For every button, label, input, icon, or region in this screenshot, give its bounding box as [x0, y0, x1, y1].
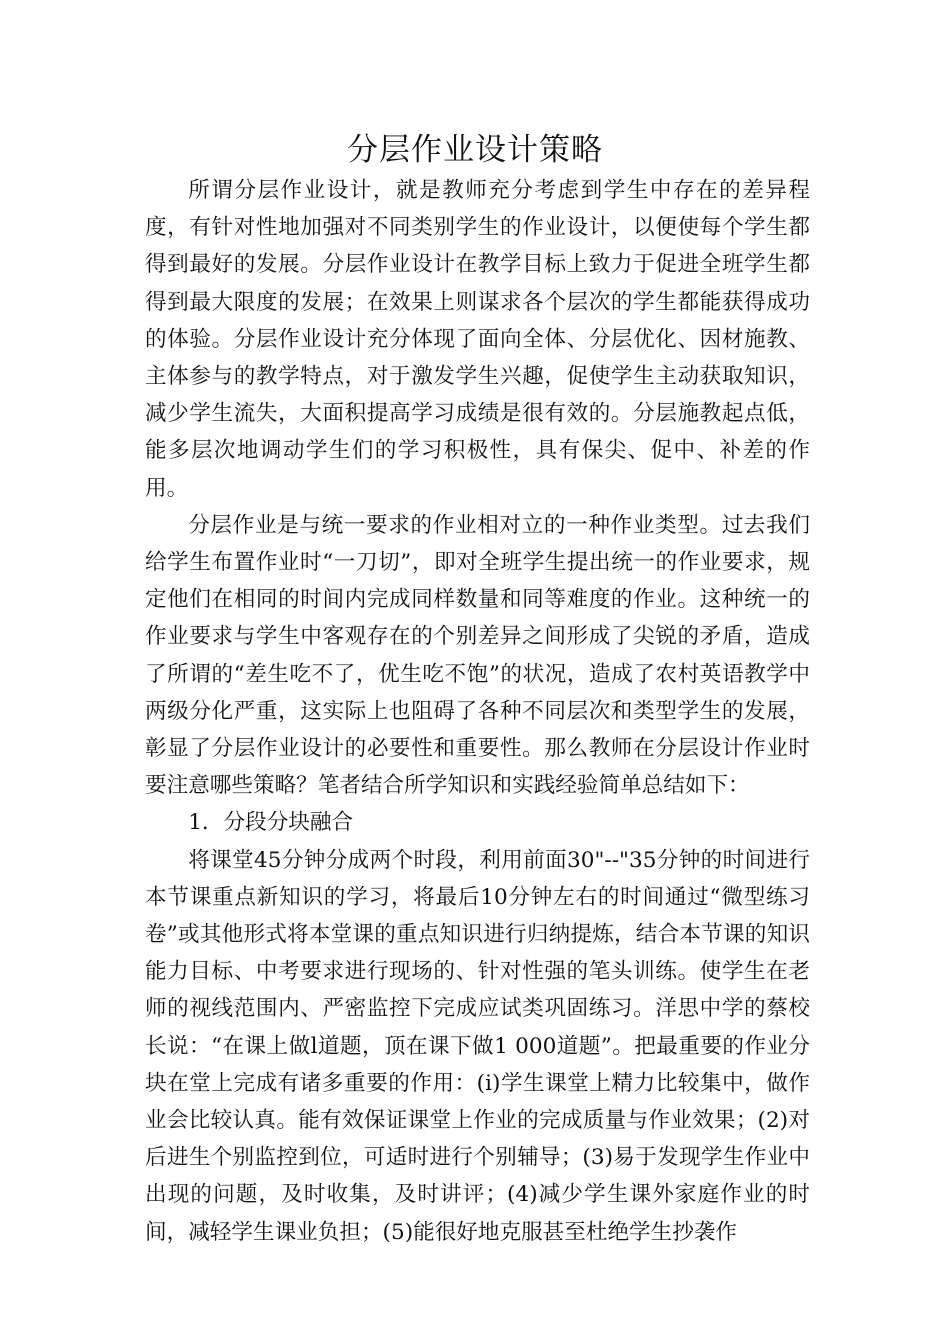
section-heading-1: 1．分段分块融合	[188, 810, 354, 836]
document-body	[145, 172, 810, 1251]
document-title: 分层作业设计策略	[347, 132, 603, 168]
paragraph-strategy-1: 将课堂45分钟分成两个时段，利用前面30"--"35分钟的时间进行本节课重点新知识的学习，将最后10分钟左右的时间通过“微型练习卷”或其他形式将本堂课的重点知识进行归纳提炼，结合本节课的知识能力目标、中考要求进行现场的、针对性强的笔头训练。使学生在老师的视线范围内、严密监控下完成应试类巩固练习。洋思中学的蔡校长说：“在课上做l道题，顶在课下做1 000道题”。把最重要的作业分块在堂上完成有诸多重要的作用：(i)学生课堂上精力比较集中，做作业会比较认真。能有效保证课堂上作业的完成质量与作业效果；(2)对后进生个别监控到位，可适时进行个别辅导；(3)易于发现学生作业中出现的问题，及时收集，及时讲评；(4)减少学生课外家庭作业的时间，减轻学生课业负担；(5)能很好地克服甚至杜绝学生抄袭作	[145, 847, 810, 1245]
paragraph-definition: 所谓分层作业设计，就是教师充分考虑到学生中存在的差异程度，有针对性地加强对不同类别学生的作业设计，以便使每个学生都得到最好的发展。分层作业设计在教学目标上致力于促进全班学生都得到最大限度的发展；在效果上则谋求各个层次的学生都能获得成功的体验。分层作业设计充分体现了面向全体、分层优化、因材施教、主体参与的教学特点，对于激发学生兴趣，促使学生主动获取知识，减少学生流失，大面积提高学习成绩是很有效的。分层施教起点低，能多层次地调动学生们的学习积极性，具有保尖、促中、补差的作用。	[145, 178, 810, 501]
paragraph-contrast: 分层作业是与统一要求的作业相对立的一种作业类型。过去我们给学生布置作业时“一刀切”，即对全班学生提出统一的作业要求，规定他们在相同的时间内完成同样数量和同等难度的作业。这种统一的作业要求与学生中客观存在的个别差异之间形成了尖锐的矛盾，造成了所谓的“差生吃不了，优生吃不饱”的状况，造成了农村英语教学中两级分化严重，这实际上也阻碍了各种不同层次和类型学生的发展，彰显了分层作业设计的必要性和重要性。那么教师在分层设计作业时要注意哪些策略？笔者结合所学知识和实践经验简单总结如下：	[145, 512, 810, 799]
